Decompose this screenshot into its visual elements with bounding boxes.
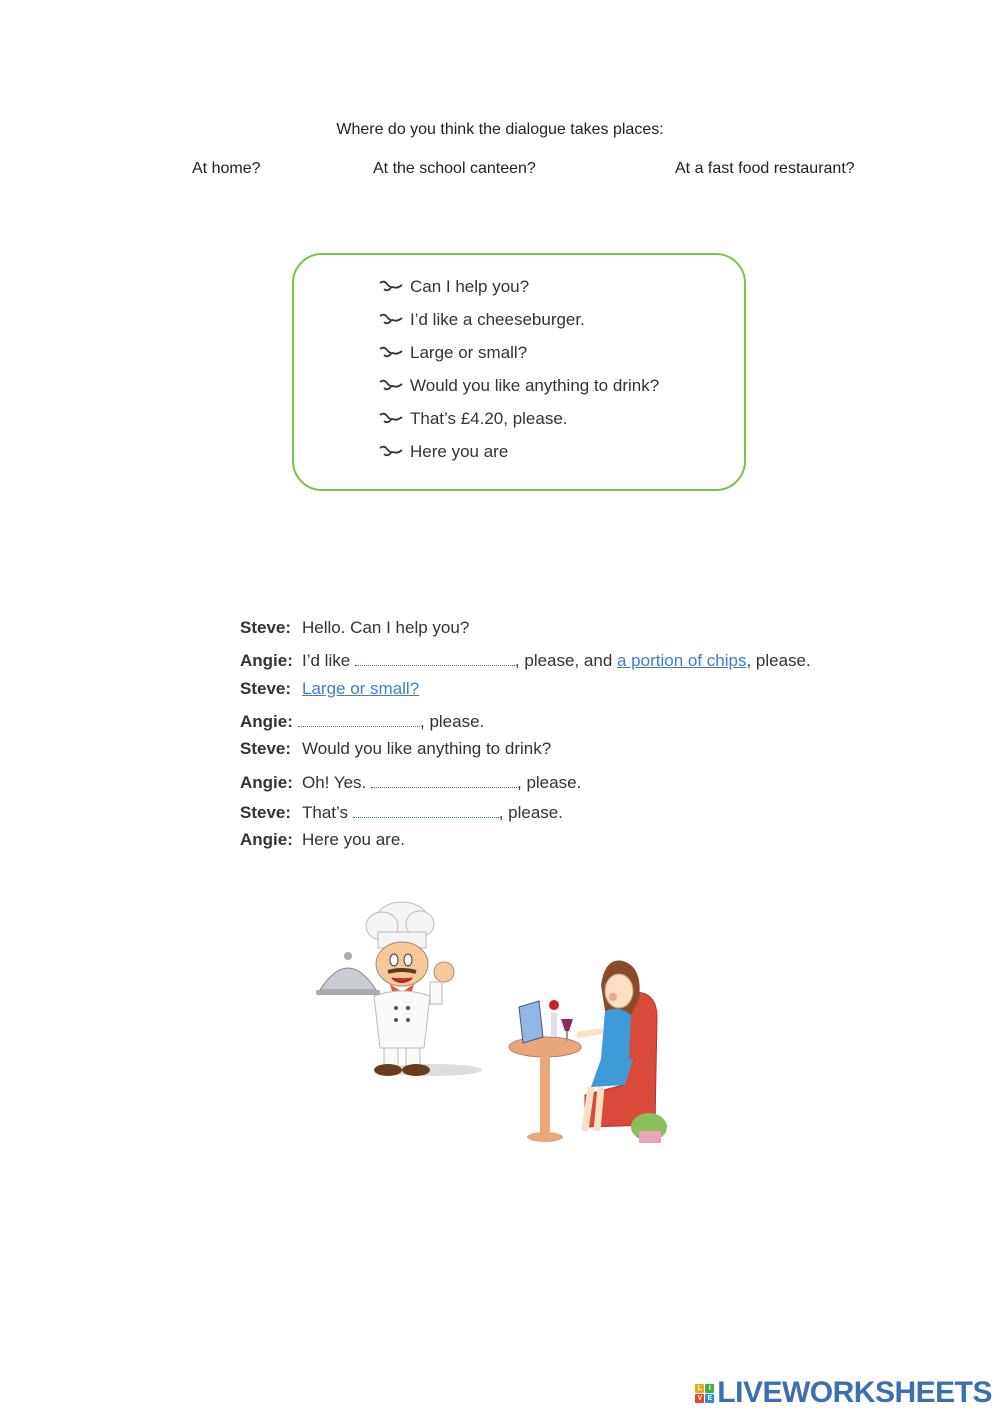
dialogue-text: , please.	[517, 773, 582, 792]
dialogue-line	[240, 679, 419, 699]
answer-blank-2[interactable]	[298, 709, 420, 727]
phrase-box	[292, 253, 746, 491]
chips-link[interactable]: a portion of chips	[617, 651, 747, 670]
phrase-text: I’d like a cheeseburger.	[410, 310, 585, 329]
phrase-item	[378, 277, 529, 297]
dialogue-text: Here you are.	[302, 830, 405, 849]
dialogue-text: Oh! Yes.	[302, 773, 371, 792]
speaker-label: Steve:	[240, 618, 292, 637]
dialogue-line	[240, 830, 405, 850]
option-school-canteen: At the school canteen?	[373, 160, 536, 177]
large-or-small-link[interactable]: Large or small?	[302, 679, 420, 698]
answer-blank-3[interactable]	[371, 770, 517, 788]
speaker-label: Angie:	[240, 773, 293, 792]
speaker-label: Steve:	[240, 739, 292, 758]
dialogue-line	[240, 770, 581, 793]
swirl-bullet-icon	[378, 312, 404, 328]
phrase-text: That’s £4.20, please.	[410, 409, 568, 428]
speaker-label: Steve:	[240, 679, 292, 698]
logo-text: LIVEWORKSHEETS	[717, 1376, 992, 1409]
dialogue-text: Would you like anything to drink?	[302, 739, 552, 758]
swirl-bullet-icon	[378, 378, 404, 394]
speaker-label: Angie:	[240, 651, 293, 670]
dialogue-text: I’d like	[302, 651, 355, 670]
phrase-item	[378, 310, 585, 330]
dialogue-line	[240, 800, 563, 823]
swirl-bullet-icon	[378, 345, 404, 361]
logo-mark-icon: L I V E	[695, 1384, 714, 1403]
swirl-bullet-icon	[378, 444, 404, 460]
question-text: Where do you think the dialogue takes places:	[336, 121, 664, 138]
dialogue-text: Hello. Can I help you?	[302, 618, 470, 637]
swirl-bullet-icon	[378, 411, 404, 427]
liveworksheets-logo	[695, 1376, 992, 1410]
speaker-label: Steve:	[240, 803, 292, 822]
phrase-text: Large or small?	[410, 343, 528, 362]
dialogue-text: That’s	[302, 803, 353, 822]
phrase-item	[378, 343, 527, 363]
dialogue-line	[240, 648, 811, 671]
speaker-label: Angie:	[240, 830, 293, 849]
speaker-label: Angie:	[240, 712, 293, 731]
phrase-text: Would you like anything to drink?	[410, 376, 660, 395]
dialogue-line	[240, 618, 469, 638]
option-at-home: At home?	[192, 160, 261, 177]
swirl-bullet-icon	[378, 279, 404, 295]
woman-illustration	[505, 955, 675, 1150]
dialogue-line	[240, 739, 551, 759]
phrase-text: Here you are	[410, 442, 509, 461]
dialogue-text: , please.	[746, 651, 811, 670]
phrase-item	[378, 442, 508, 462]
dialogue-text: , please.	[420, 712, 485, 731]
answer-blank-4[interactable]	[353, 800, 499, 818]
chef-illustration	[312, 898, 492, 1093]
dialogue-text: , please, and	[514, 651, 617, 670]
phrase-item	[378, 376, 659, 396]
dialogue-text: , please.	[498, 803, 563, 822]
phrase-text: Can I help you?	[410, 277, 530, 296]
option-fast-food-restaurant: At a fast food restaurant?	[675, 160, 855, 177]
dialogue-line	[240, 709, 484, 732]
answer-blank-1[interactable]	[355, 648, 515, 666]
phrase-item	[378, 409, 568, 429]
